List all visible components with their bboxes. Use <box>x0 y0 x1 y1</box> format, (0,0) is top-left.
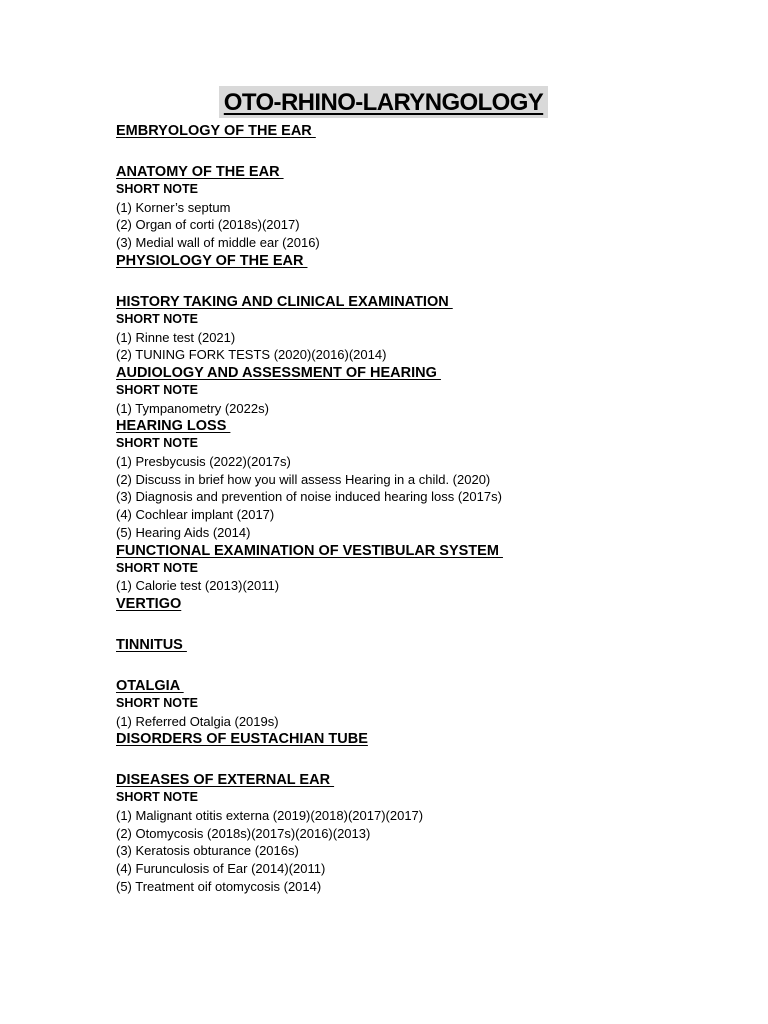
section-heading: TINNITUS <box>116 636 187 653</box>
list-item: (2) Otomycosis (2018s)(2017s)(2016)(2013) <box>116 825 371 841</box>
list-item: (1) Calorie test (2013)(2011) <box>116 578 280 594</box>
section-heading: DISEASES OF EXTERNAL EAR <box>116 772 335 789</box>
short-note-label: SHORT NOTE <box>116 790 198 805</box>
list-item: (1) Tympanometry (2022s) <box>116 400 269 416</box>
list-item: (3) Medial wall of middle ear (2016) <box>116 235 320 251</box>
list-item: (2) Organ of corti (2018s)(2017) <box>116 217 300 233</box>
short-note-label: SHORT NOTE <box>116 382 198 397</box>
list-item: (1) Presbycusis (2022)(2017s) <box>116 454 291 470</box>
list-item: (5) Hearing Aids (2014) <box>116 524 251 540</box>
section-spacer <box>116 140 736 163</box>
short-note-label: SHORT NOTE <box>116 695 198 710</box>
section-heading: HISTORY TAKING AND CLINICAL EXAMINATION <box>116 293 453 310</box>
short-note-label: SHORT NOTE <box>116 560 198 575</box>
section-spacer <box>116 654 736 677</box>
list-item: (1) Rinne test (2021) <box>116 329 236 345</box>
section-heading: EMBRYOLOGY OF THE EAR <box>116 123 316 139</box>
list-item: (4) Cochlear implant (2017) <box>116 507 275 523</box>
section-heading: VERTIGO <box>116 595 182 612</box>
section-heading: DISORDERS OF EUSTACHIAN TUBE <box>116 731 368 748</box>
list-item: (3) Diagnosis and prevention of noise induced hearing loss (2017s) <box>116 489 502 505</box>
section-heading: HEARING LOSS <box>116 418 231 435</box>
short-note-label: SHORT NOTE <box>116 436 198 451</box>
section-heading: FUNCTIONAL EXAMINATION OF VESTIBULAR SYSTEM <box>116 542 503 559</box>
document-content <box>116 122 736 896</box>
list-item: (3) Keratosis obturance (2016s) <box>116 843 299 859</box>
page-title: OTO-RHINO-LARYNGOLOGY <box>219 86 548 118</box>
section-heading: OTALGIA <box>116 677 184 694</box>
short-note-label: SHORT NOTE <box>116 311 198 326</box>
section-heading: ANATOMY OF THE EAR <box>116 164 284 180</box>
short-note-label: SHORT NOTE <box>116 182 198 196</box>
section-spacer <box>116 613 736 636</box>
list-item: (1) Korner’s septum <box>116 199 231 215</box>
list-item: (5) Treatment oif otomycosis (2014) <box>116 878 322 894</box>
list-item: (1) Referred Otalgia (2019s) <box>116 713 279 729</box>
list-item: (2) TUNING FORK TESTS (2020)(2016)(2014) <box>116 347 387 363</box>
section-spacer <box>116 270 736 293</box>
section-spacer <box>116 748 736 771</box>
section-heading: PHYSIOLOGY OF THE EAR <box>116 252 308 269</box>
list-item: (4) Furunculosis of Ear (2014)(2011) <box>116 861 326 877</box>
section-heading: AUDIOLOGY AND ASSESSMENT OF HEARING <box>116 364 441 381</box>
list-item: (2) Discuss in brief how you will assess Hearing in a child. (2020) <box>116 471 491 487</box>
list-item: (1) Malignant otitis externa (2019)(2018)(2017)(2017) <box>116 808 424 824</box>
